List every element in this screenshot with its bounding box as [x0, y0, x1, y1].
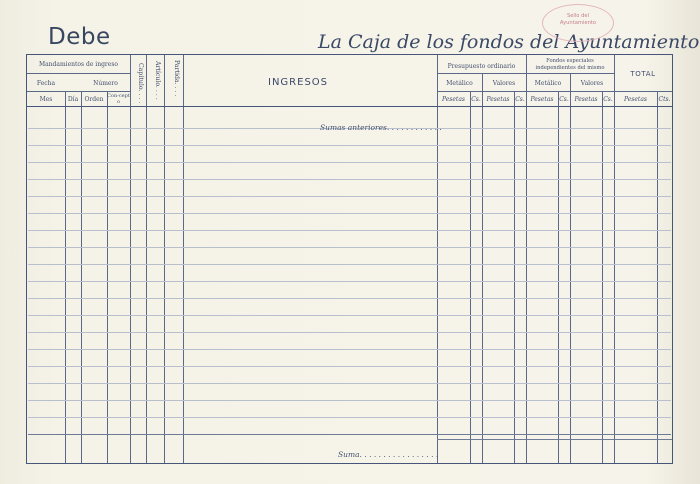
stamp-line-1: Sello del [566, 13, 590, 19]
header-total: TOTAL [630, 70, 656, 78]
header-metalico: Metálico [446, 80, 473, 87]
header-cts-4: Cs. [603, 96, 613, 103]
header-fondos-line1: Fondos especiales [546, 58, 594, 64]
stamp-line-2: Ayuntamiento [559, 20, 597, 26]
header-orden: Orden [84, 96, 104, 103]
header-partida: Partida. . . . [173, 60, 180, 97]
header-cts-total: Cts. [658, 96, 671, 103]
header-pesetas-1: Pesetas [441, 96, 465, 103]
header-capitulo: Capítulo. . . . [137, 63, 144, 104]
header-mandamientos: Mandamientos de ingreso [38, 61, 119, 68]
municipal-stamp [542, 4, 614, 42]
header-metalico-2: Metálico [534, 80, 562, 87]
header-presupuesto: Presupuesto ordinario [447, 63, 516, 70]
header-cts-3: Cs. [559, 96, 569, 103]
header-pesetas-4: Pesetas [574, 96, 598, 103]
ledger-table [26, 54, 673, 464]
header-pesetas-total: Pesetas [623, 96, 647, 103]
header-dia: Día [67, 96, 79, 103]
page-title-debe: Debe [48, 24, 111, 50]
header-fecha: Fecha [36, 80, 56, 87]
suma-label: Suma. . . . . . . . . . . . . . . . . [338, 450, 439, 459]
sumas-anteriores-label: Sumas anteriores. . . . . . . . . . . . [320, 123, 442, 132]
header-cts-2: Cs. [515, 96, 525, 103]
header-fondos-line2: independientes del mismo [535, 65, 605, 71]
header-mes: Mes [39, 96, 53, 103]
header-numero: Número [93, 80, 118, 87]
header-valores-2: Valores [580, 80, 604, 87]
header-concepto: Con-cepto [107, 93, 130, 105]
header-cts-1: Cs. [471, 96, 481, 103]
page-title-caja: La Caja de los fondos del Ayuntamiento [318, 31, 700, 53]
header-valores: Valores [492, 80, 516, 87]
header-ingresos: INGRESOS [268, 77, 329, 88]
header-pesetas-3: Pesetas [530, 96, 554, 103]
header-pesetas-2: Pesetas [486, 96, 510, 103]
header-articulo: Artículo. . . . [154, 61, 161, 100]
